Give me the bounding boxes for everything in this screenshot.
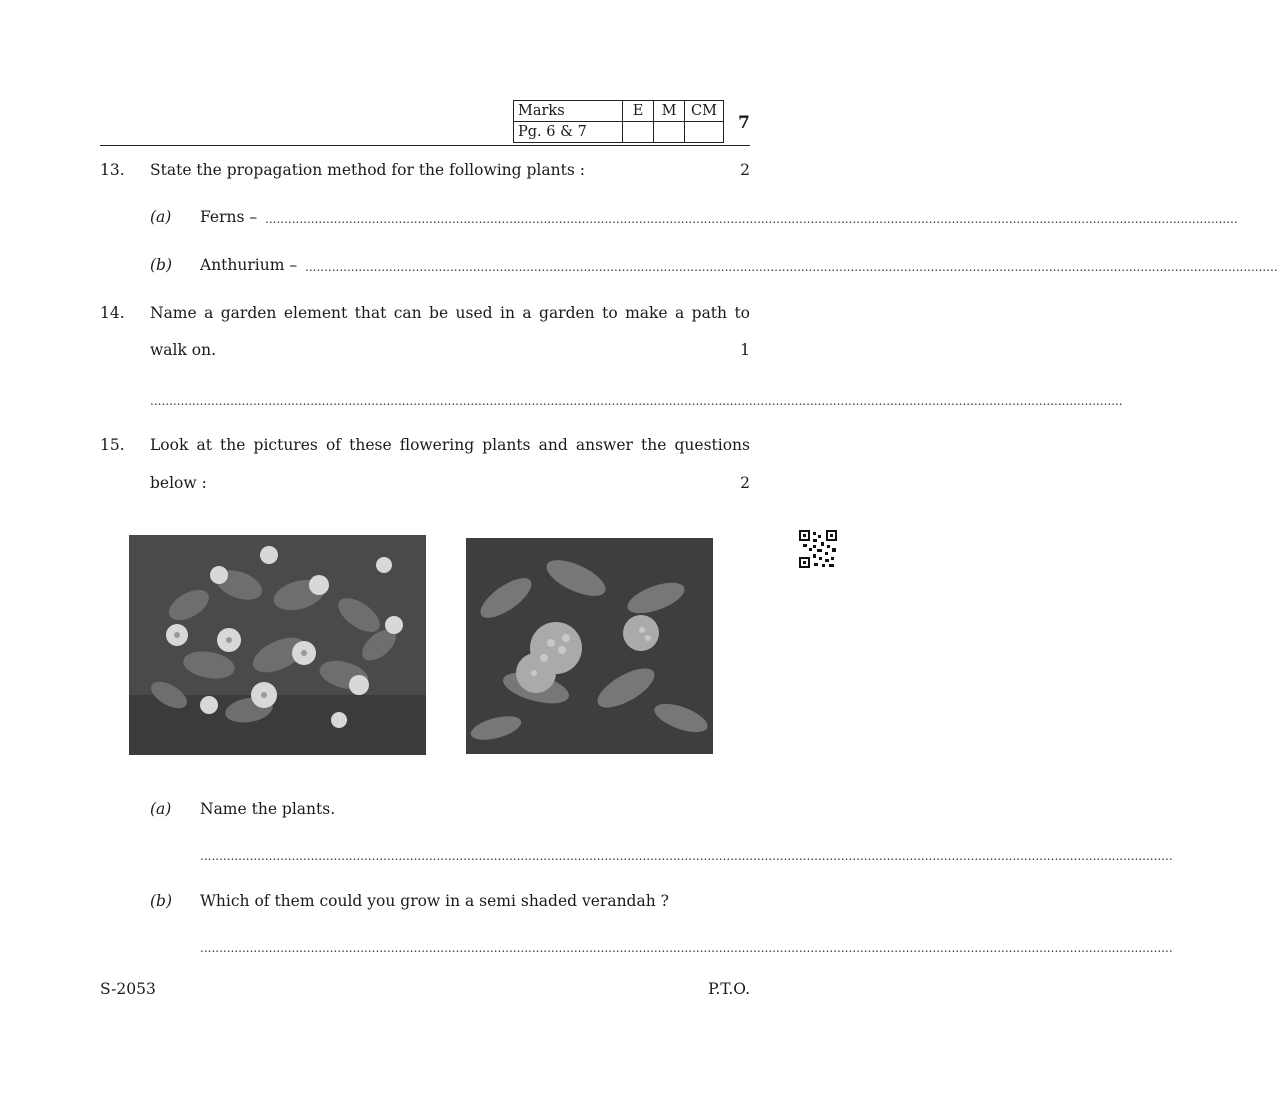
q15-b-answer-line[interactable]: ............................................................................................................................................................................................................................................................... (200, 941, 1173, 955)
page-number: 7 (738, 113, 750, 133)
q15-b-label: (b) (150, 892, 173, 910)
q13-text: State the propagation method for the following plants : (150, 161, 585, 179)
q15-a-text: Name the plants. (200, 800, 336, 818)
q15-text-line1: Look at the pictures of these flowering plants and answer the questions (150, 436, 750, 454)
q13-b-answer-line[interactable]: ............................................................................................................................................................................................................................................................... (305, 260, 1278, 274)
paper-code: S-2053 (100, 980, 156, 998)
q13-b-label: (b) (150, 256, 173, 274)
q15-number: 15. (100, 436, 125, 454)
q13-a-text: Ferns – (200, 208, 258, 226)
q15-b-text: Which of them could you grow in a semi shaded verandah ? (200, 892, 669, 910)
header-rule (100, 145, 750, 146)
cell-cm (685, 122, 724, 143)
cell-e (623, 122, 654, 143)
pages-label: Pg. 6 & 7 (514, 122, 623, 143)
col-e: E (623, 101, 654, 122)
q13-b-text: Anthurium – (200, 256, 298, 274)
q14-answer-line[interactable]: ............................................................................................................................................................................................................................................................... (150, 394, 1123, 408)
q15-a-answer-line[interactable]: ............................................................................................................................................................................................................................................................... (200, 849, 1173, 863)
pto-label: P.T.O. (708, 980, 750, 998)
q14-text-line1: Name a garden element that can be used in a garden to make a path to (150, 304, 750, 322)
q15-text-line2: below : (150, 474, 207, 492)
q13-number: 13. (100, 161, 125, 179)
q15-a-label: (a) (150, 800, 172, 818)
qr-code-icon (799, 530, 837, 568)
col-m: M (654, 101, 685, 122)
q13-a-label: (a) (150, 208, 172, 226)
q15-marks: 2 (740, 474, 750, 492)
q13-marks: 2 (740, 161, 750, 179)
marks-label: Marks (514, 101, 623, 122)
q14-marks: 1 (740, 341, 750, 359)
q14-text-line2: walk on. (150, 341, 217, 359)
flower-photo-left (129, 535, 426, 755)
marks-table (513, 100, 724, 143)
q14-number: 14. (100, 304, 125, 322)
col-cm: CM (685, 101, 724, 122)
q13-a-answer-line[interactable]: ............................................................................................................................................................................................................................................................... (265, 212, 1238, 226)
flower-photo-right (466, 538, 713, 754)
cell-m (654, 122, 685, 143)
